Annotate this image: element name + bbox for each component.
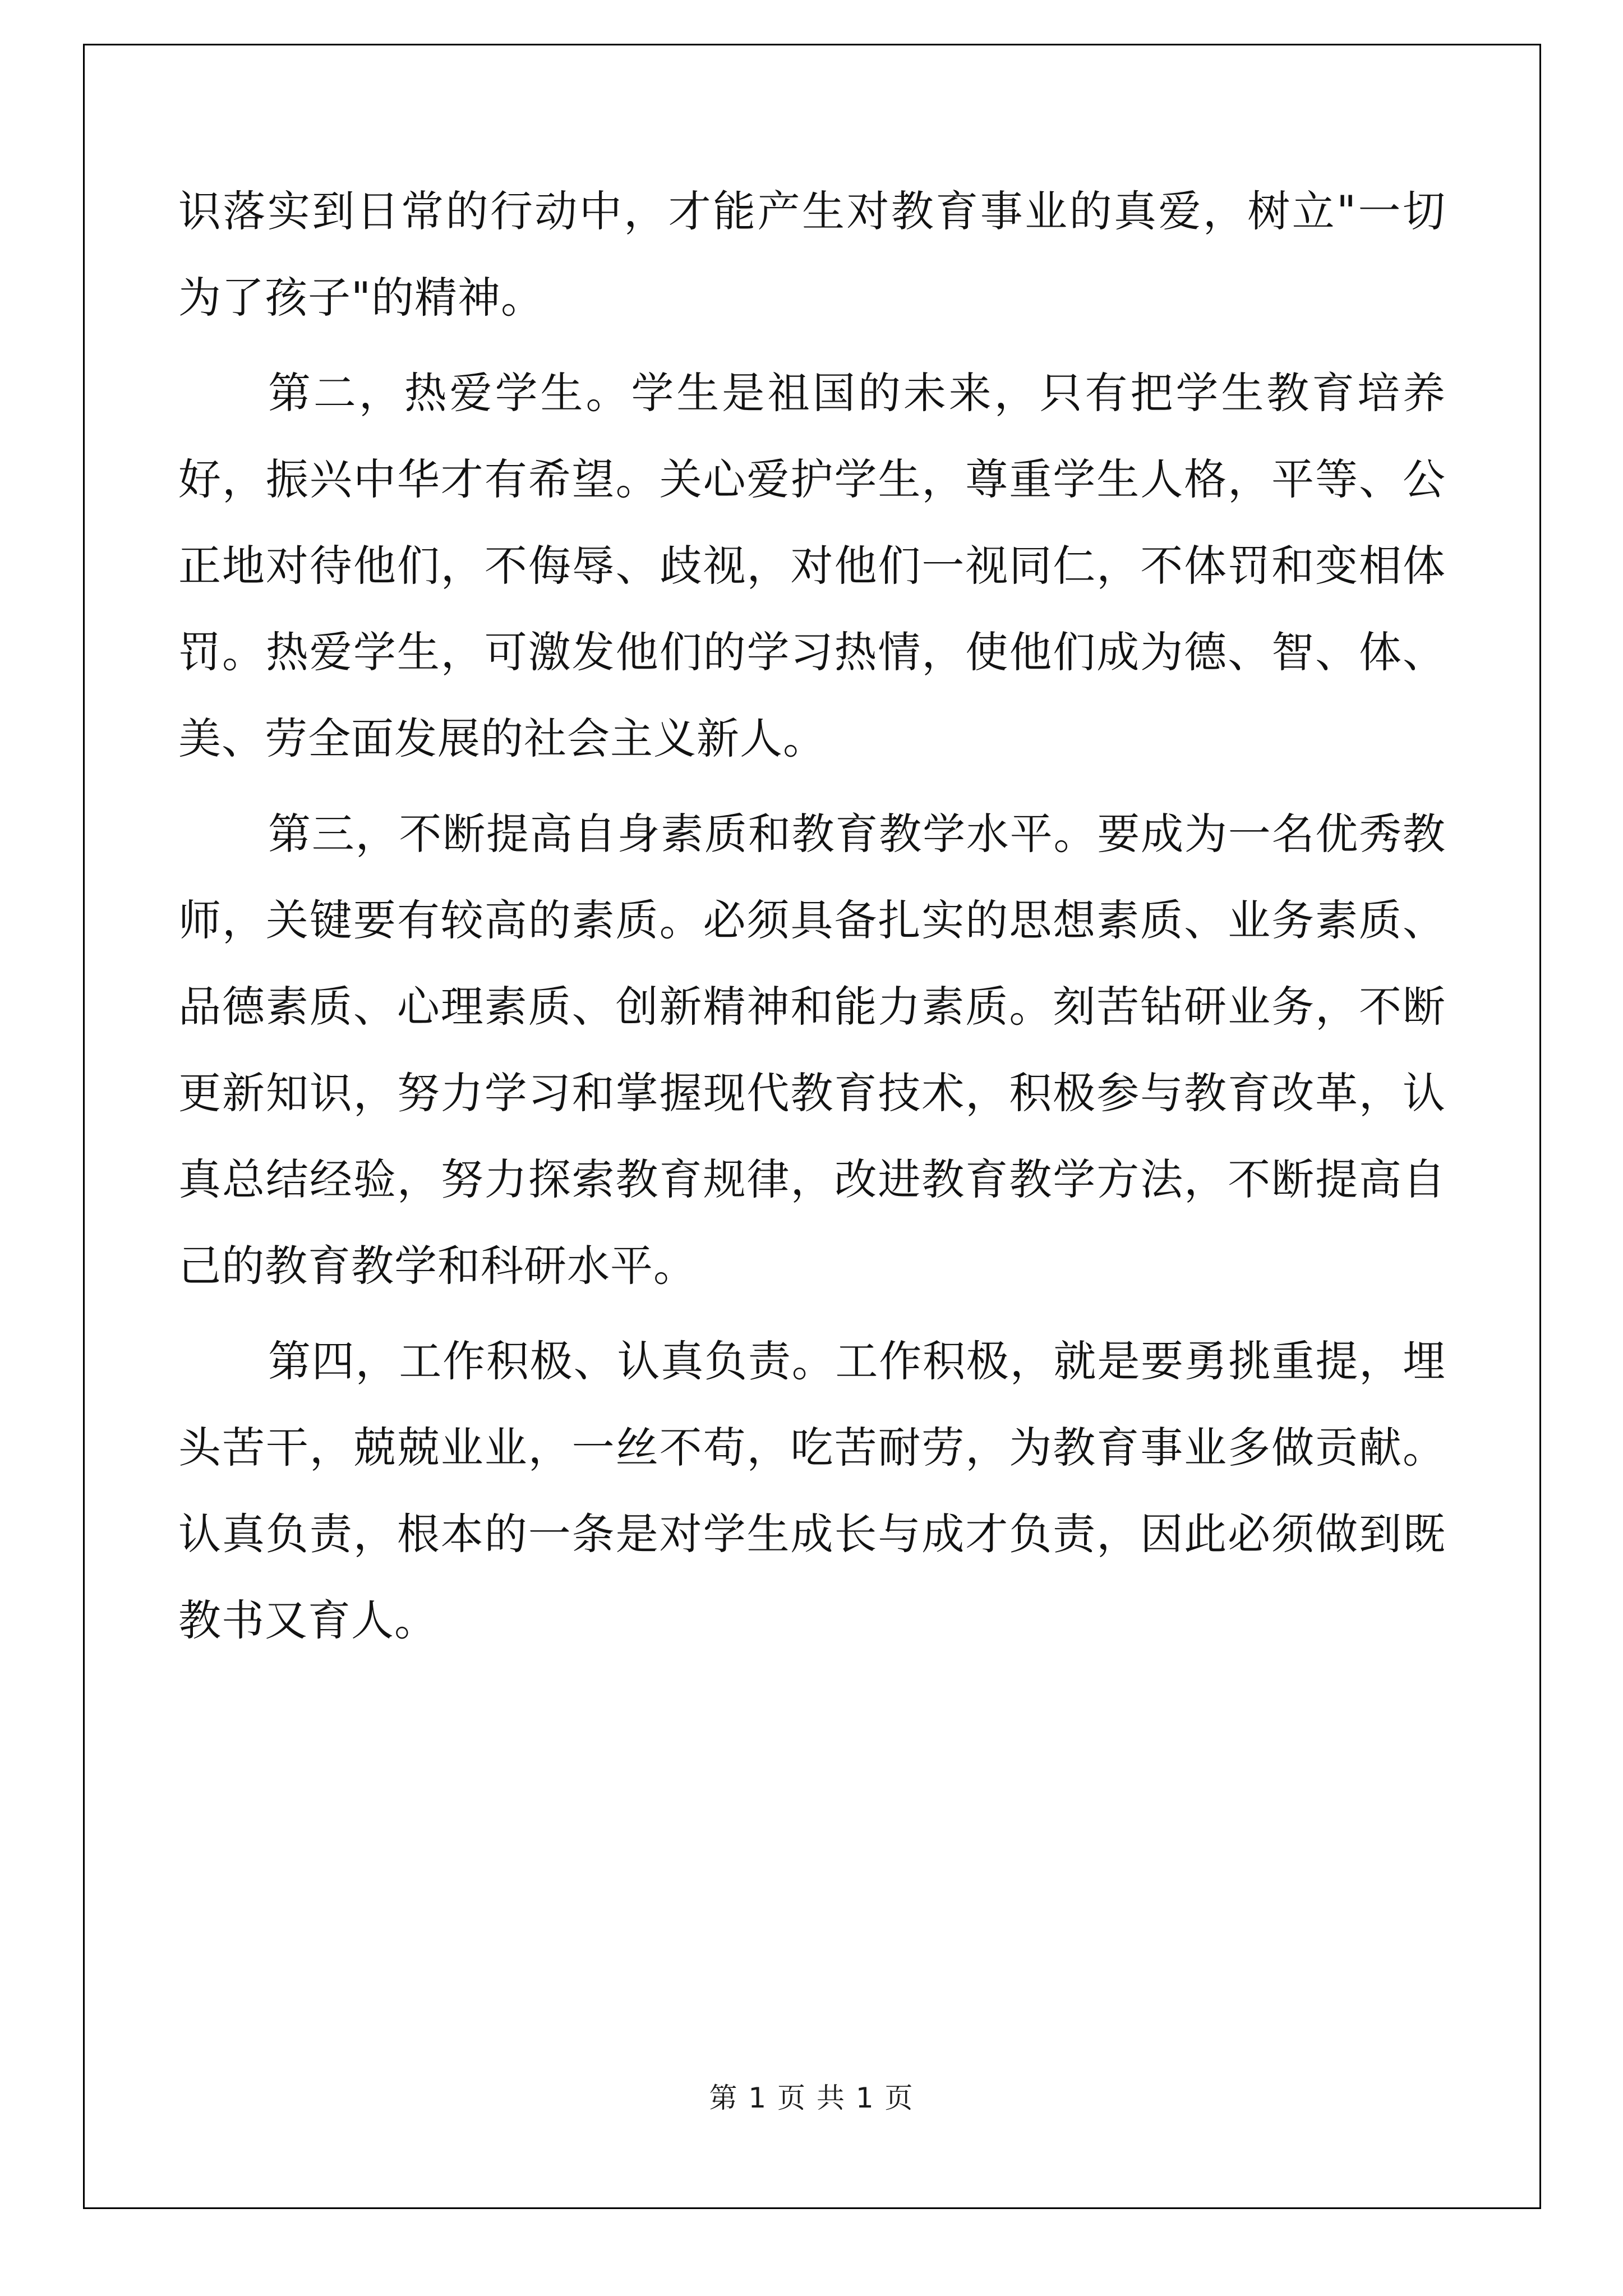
paragraph: 第三，不断提高自身素质和教育教学水平。要成为一名优秀教师，关键要有较高的素质。必须具备扎实的思想素质、业务素质、品德素质、心理素质、创新精神和能力素质。刻苦钻研业务，不断更新知识，努力学习和掌握现代教育技术，积极参与教育改革，认真总结经验，努力探索教育规律，改进教育教学方法，不断提高自己的教育教学和科研水平。 (178, 809, 1446, 1291)
paragraph: 第二，热爱学生。学生是祖国的未来，只有把学生教育培养好，振兴中华才有希望。关心爱护学生，尊重学生人格，平等、公正地对待他们，不侮辱、歧视，对他们一视同仁，不体罚和变相体罚。热爱学生，可激发他们的学习热情，使他们成为德、智、体、美、劳全面发展的社会主义新人。 (178, 368, 1446, 763)
paragraph: 第四，工作积极、认真负责。工作积极，就是要勇挑重提，埋头苦干，兢兢业业，一丝不苟，吃苦耐劳，为教育事业多做贡献。认真负责，根本的一条是对学生成长与成才负责，因此必须做到既教书又育人。 (178, 1336, 1446, 1645)
document-body (178, 168, 1446, 1673)
paragraph: 识落实到日常的行动中，才能产生对教育事业的真爱，树立"一切为了孩子"的精神。 (178, 186, 1446, 323)
page-footer: 第 1 页 共 1 页 (709, 2082, 914, 2114)
